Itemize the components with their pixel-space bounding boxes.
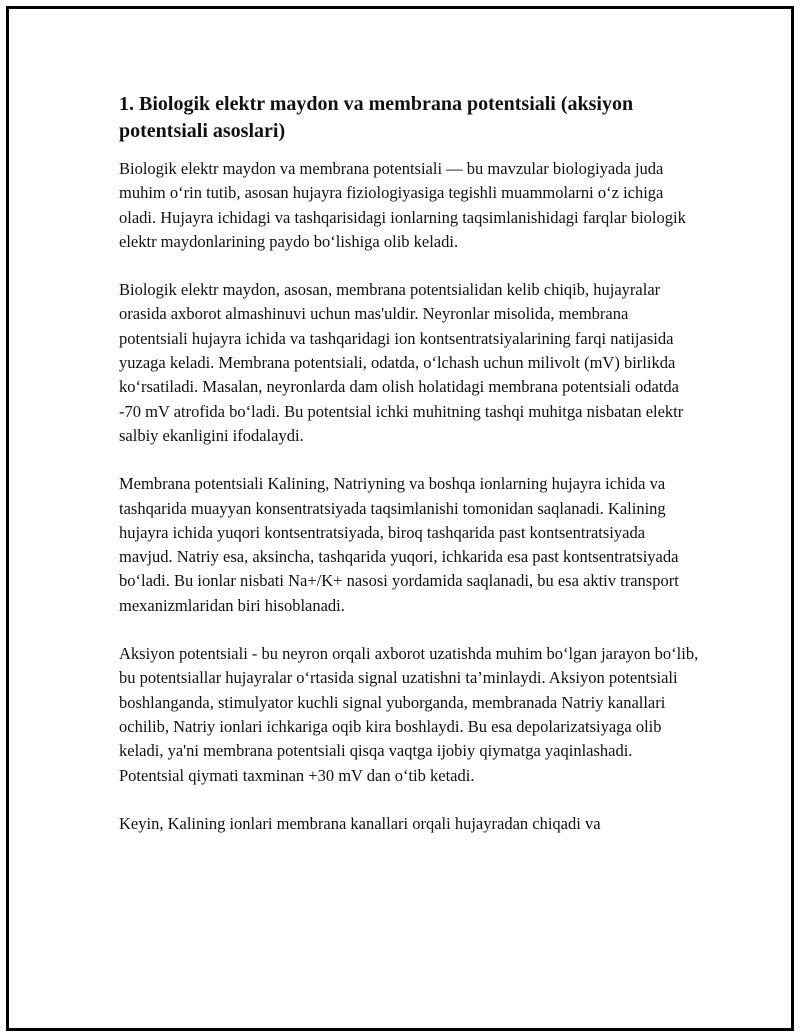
paragraph-repolarization: Keyin, Kalining ionlari membrana kanallari orqali hujayradan chiqadi va [119, 813, 601, 833]
paragraph-membrane-potential: Biologik elektr maydon, asosan, membrana potentsialidan kelib chiqib, hujayralar orasida axborot almashinuvi uchun mas'uldir. Neyronlar misolida, membrana potentsiali hujayra ichida va tashqaridagi ion kontsentratsiyalarining farqi natijasida yuzaga keladi. Membrana potentsiali, odatda, o‘lchash uchun milivolt (mV) birlikda ko‘rsatiladi. Masalan, neyronlarda dam olish holatidagi membrana potentsiali odatda -70 mV atrofida bo‘ladi. Bu potentsial ichki muhitning tashqi muhitga nisbatan elektr salbiy ekanligini ifodalaydi. [119, 280, 684, 445]
paragraph-intro: Biologik elektr maydon va membrana potentsiali — bu mavzular biologiyada juda muhim o‘rin tutib, asosan hujayra fiziologiyasiga tegishli muammolarni o‘z ichiga oladi. Hujayra ichidagi va tashqarisidagi ionlarning taqsimlanishidagi farqlar biologik elektr maydonlarining paydo bo‘lishiga olib keladi. [119, 159, 686, 251]
section-heading: 1. Biologik elektr maydon va membrana potentsiali (aksiyon potentsiali asoslari) [119, 93, 634, 142]
paragraph-ion-distribution: Membrana potentsiali Kalining, Natriyning va boshqa ionlarning hujayra ichida va tashqarida muayyan konsentratsiyada taqsimlanishi tomonidan saqlanadi. Kalining hujayra ichida yuqori kontsentratsiyada, biroq tashqarida past kontsentratsiyada mavjud. Natriy esa, aksincha, tashqarida yuqori, ichkarida esa past kontsentratsiyada bo‘ladi. Bu ionlar nisbati Na+/K+ nasosi yordamida saqlanadi, bu esa aktiv transport mexanizmlaridan biri hisoblanadi. [119, 474, 679, 615]
document-body [119, 91, 699, 860]
document-page [6, 6, 794, 1031]
paragraph-action-potential: Aksiyon potentsiali - bu neyron orqali axborot uzatishda muhim bo‘lgan jarayon bo‘lib, bu potentsiallar hujayralar o‘rtasida signal uzatishni ta’minlaydi. Aksiyon potentsiali boshlanganda, stimulyator kuchli signal yuborganda, membranada Natriy kanallari ochilib, Natriy ionlari ichkariga oqib kira boshlaydi. Bu esa depolarizatsiyaga olib keladi, ya'ni membrana potentsiali qisqa vaqtga ijobiy qiymatga yaqinlashadi. Potentsial qiymati taxminan +30 mV dan o‘tib ketadi. [119, 644, 699, 785]
